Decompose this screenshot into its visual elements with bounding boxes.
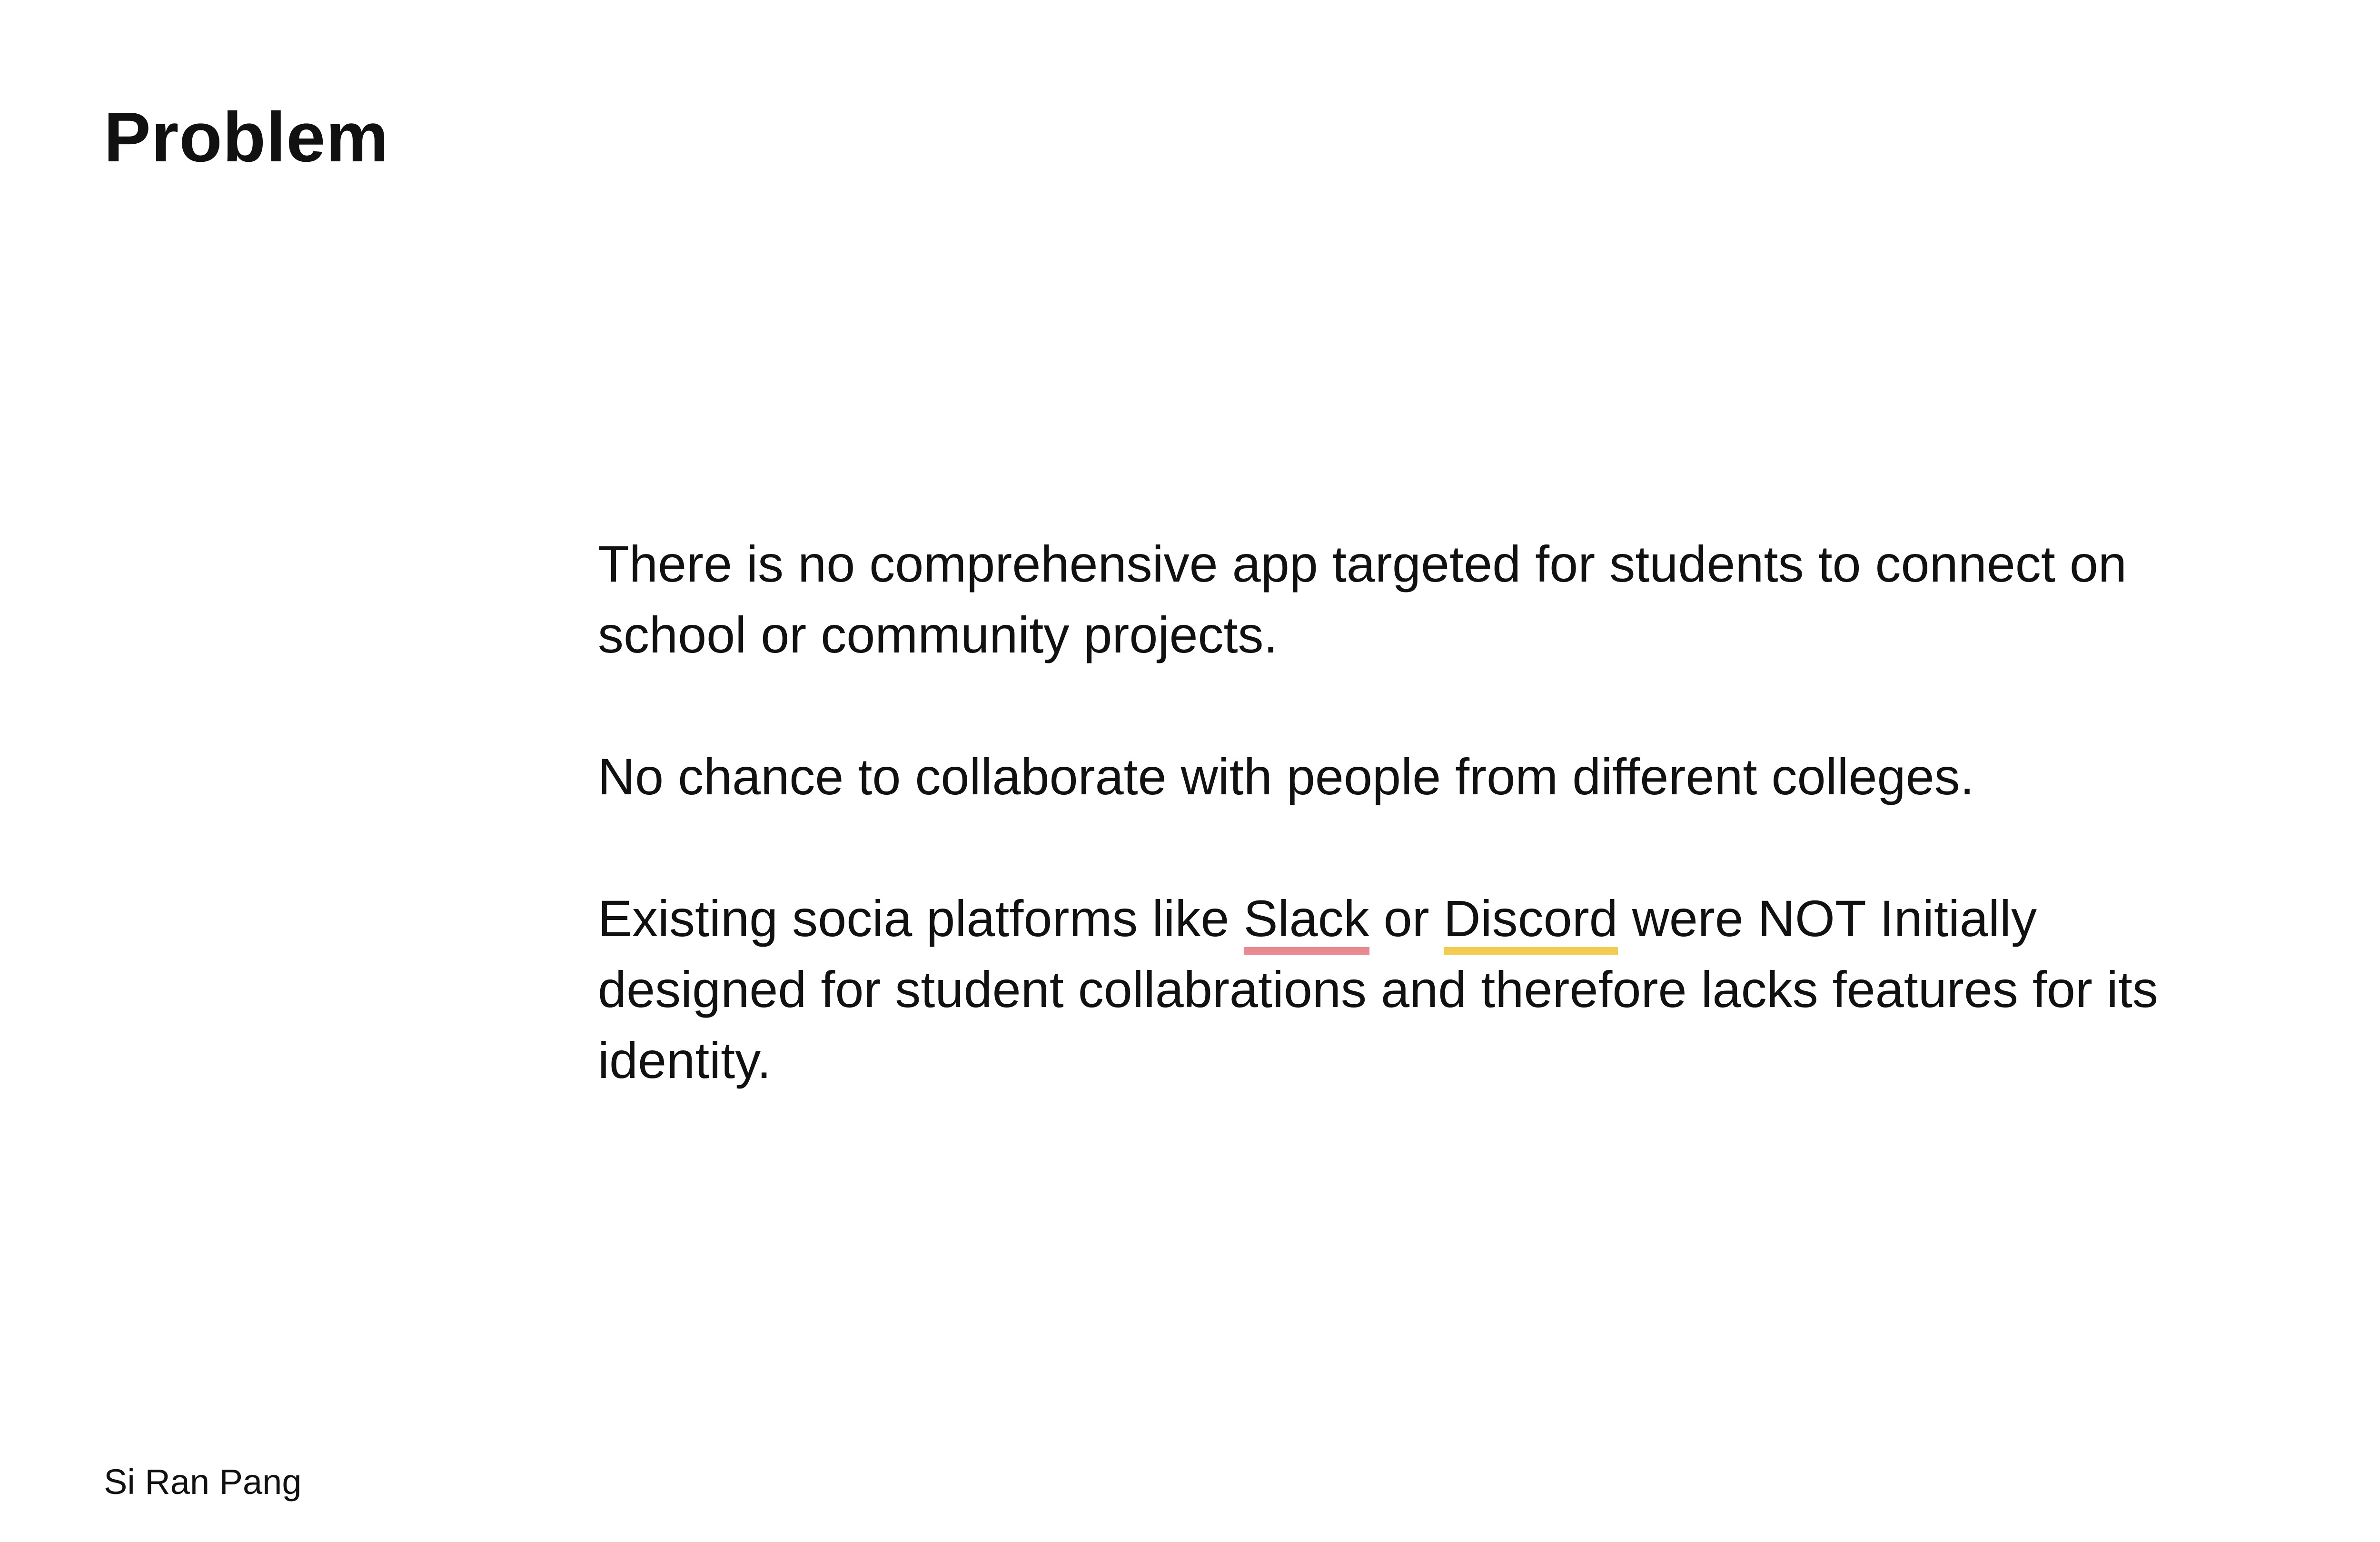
paragraph-3-rest-text: were NOT Initially designed for student collabrations and therefore lacks features for its identity.	[598, 890, 2158, 1089]
author-footer: Si Ran Pang	[104, 1462, 302, 1502]
slide-title: Problem	[104, 98, 389, 177]
slack-highlight: Slack	[1244, 890, 1369, 955]
problem-paragraph-2: No chance to collaborate with people from different colleges.	[598, 748, 1974, 805]
slide-body	[598, 528, 2216, 1096]
problem-paragraph-3	[598, 883, 2216, 1096]
problem-paragraph-1: There is no comprehensive app targeted for students to connect on school or community projects.	[598, 535, 2127, 663]
discord-highlight: Discord	[1444, 890, 1618, 955]
paragraph-3-connector-text: or	[1369, 890, 1444, 947]
paragraph-3-intro-text: Existing socia platforms like	[598, 890, 1244, 947]
